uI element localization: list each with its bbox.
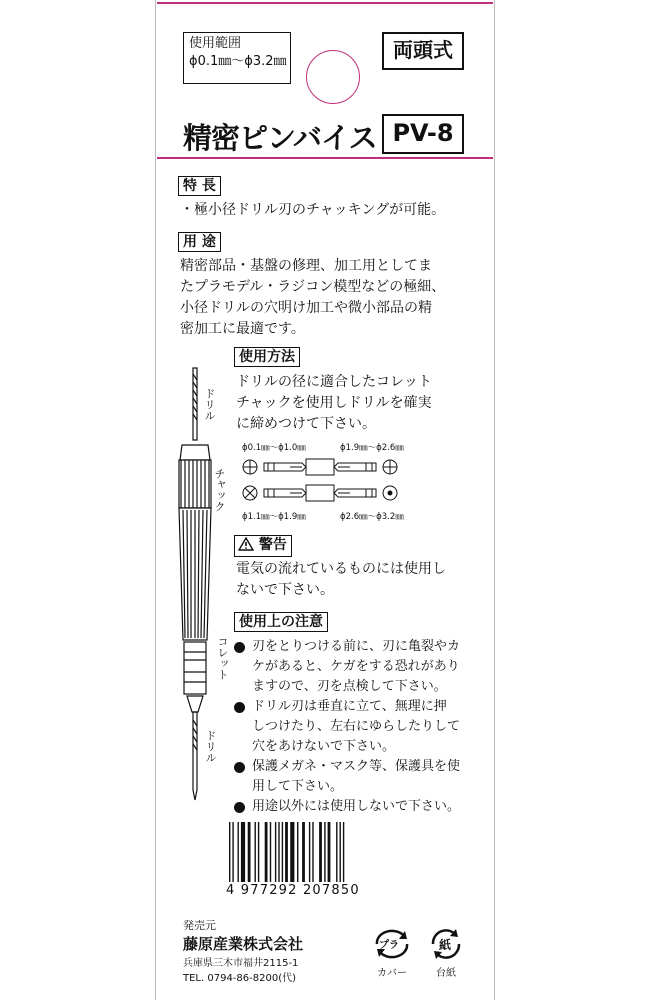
bullet-icon [234, 802, 245, 813]
barcode-bar [258, 822, 259, 882]
uses-line: たプラモデル・ラジコン模型などの極細、 [180, 279, 446, 295]
caution-line: 穴をあけないで下さい。 [252, 739, 396, 754]
caution-line: しつけたり、左右にゆらしたりして [252, 719, 461, 734]
barcode-bar [232, 822, 233, 882]
caution-item [234, 797, 484, 817]
seller-label: 発売元 [183, 919, 216, 932]
caution-item [234, 637, 484, 697]
usage-range-box [183, 32, 291, 84]
barcode-bar [319, 822, 322, 882]
collet-row-1 [243, 459, 397, 475]
how-to-line: に締めつけて下さい。 [236, 416, 376, 432]
uses-text [180, 256, 445, 340]
caution-item [234, 697, 484, 757]
uses-line: 精密部品・基盤の修理、加工用としてま [180, 258, 432, 274]
paper-caption: 台紙 [436, 968, 456, 979]
barcode-bar [255, 822, 256, 882]
how-to-line: チャックを使用しドリルを確実 [236, 395, 432, 411]
barcode-bar [241, 822, 245, 882]
barcode-bar [275, 822, 276, 882]
bullet-icon [234, 762, 245, 773]
barcode-bar [309, 822, 310, 882]
how-to-text [236, 372, 432, 435]
type-badge: 両頭式 [382, 32, 464, 70]
collet-lower [184, 642, 206, 712]
warning-triangle-icon [238, 537, 254, 556]
company-tel: TEL. 0794-86-8200(代) [183, 973, 296, 984]
caution-line: 用途以外には使用しないで下さい。 [252, 799, 461, 814]
barcode-bar [297, 822, 298, 882]
warning-line: ないで下さい。 [236, 582, 334, 598]
barcode-bar [312, 822, 313, 882]
features-heading: 特 長 [178, 176, 221, 196]
usage-range-value: ϕ0.1㎜〜ϕ3.2㎜ [189, 54, 287, 69]
warning-heading [234, 535, 292, 557]
collet-size-top-right: ϕ1.9㎜〜ϕ2.6㎜ [340, 443, 404, 453]
paper-recycle-mark [425, 928, 467, 979]
barcode-bar [285, 822, 288, 882]
header-divider-line [157, 157, 493, 159]
paper-mark-text: 紙 [439, 938, 452, 952]
barcode-bar [302, 822, 305, 882]
company-name: 藤原産業株式会社 [183, 935, 304, 953]
plastic-mark-text: プラ [379, 940, 399, 951]
chuck [179, 445, 211, 508]
uses-line: 密加工に最適です。 [180, 321, 305, 337]
barcode-bar [336, 822, 337, 882]
barcode-bar [343, 822, 344, 882]
caution-item [234, 757, 484, 797]
warning-heading-label: 警告 [258, 537, 287, 553]
collet-size-bottom-left: ϕ1.1㎜〜ϕ1.9㎜ [242, 512, 306, 522]
usage-range-label: 使用範囲 [189, 36, 242, 51]
warning-line: 電気の流れているものには使用し [236, 561, 446, 577]
handle-body [179, 508, 211, 640]
caution-line: 刃をとりつける前に、刃に亀裂やカ [252, 639, 461, 654]
barcode-bar [238, 822, 239, 882]
caution-line: ケがあると、ケガをする恐れがあり [252, 659, 460, 674]
drill-bit-bottom [193, 712, 197, 800]
cautions-heading: 使用上の注意 [234, 612, 328, 632]
plastic-caption: カバー [377, 968, 407, 979]
how-to-line: ドリルの径に適合したコレット [236, 374, 432, 390]
collet-size-top-left: ϕ0.1㎜〜ϕ1.0㎜ [242, 443, 306, 453]
company-address: 兵庫県三木市福井2115-1 [183, 958, 299, 969]
barcode-bar [248, 822, 251, 882]
caution-line: 保護メガネ・マスク等、保護具を使 [252, 759, 461, 774]
warning-text [236, 559, 446, 601]
barcode-bar [328, 822, 331, 882]
model-number-box: PV-8 [382, 114, 464, 154]
cautions-list [234, 637, 484, 817]
barcode-bar [290, 822, 294, 882]
caution-line: ますので、刃を点検して下さい。 [252, 679, 447, 694]
drill-bit-top [193, 368, 197, 440]
barcode-bar [340, 822, 341, 882]
collet-row-2 [243, 485, 397, 501]
hang-hole-circle [306, 50, 360, 104]
barcode-bar [270, 822, 271, 882]
barcode-bar [282, 822, 283, 882]
collet-label: コレット [216, 636, 229, 680]
uses-heading: 用 途 [178, 232, 221, 252]
plastic-recycle-mark [371, 928, 413, 979]
caution-line: ドリル刃は垂直に立て、無理に押 [252, 699, 447, 714]
barcode-bar [229, 822, 230, 882]
barcode-graphic [227, 822, 403, 882]
features-text: ・極小径ドリル刃のチャッキングが可能。 [180, 202, 446, 218]
collet-size-bottom-right: ϕ2.6㎜〜ϕ3.2㎜ [340, 512, 404, 522]
product-title: 精密ピンバイス [183, 121, 377, 155]
caution-line: 用して下さい。 [252, 779, 344, 794]
barcode-number: 4 977292 207850 [226, 883, 360, 898]
how-to-heading: 使用方法 [234, 347, 300, 367]
barcode-bar [265, 822, 268, 882]
bullet-icon [234, 642, 245, 653]
collet-diagram [240, 455, 405, 505]
bullet-icon [234, 702, 245, 713]
chuck-label: チャック [213, 468, 226, 512]
drill-bottom-label: ドリル [204, 730, 217, 763]
barcode-bar [278, 822, 279, 882]
barcode-bar [324, 822, 325, 882]
uses-line: 小径ドリルの穴明け加工や微小部品の精 [180, 300, 432, 316]
drill-top-label: ドリル [203, 388, 216, 421]
top-accent-line [157, 2, 493, 4]
